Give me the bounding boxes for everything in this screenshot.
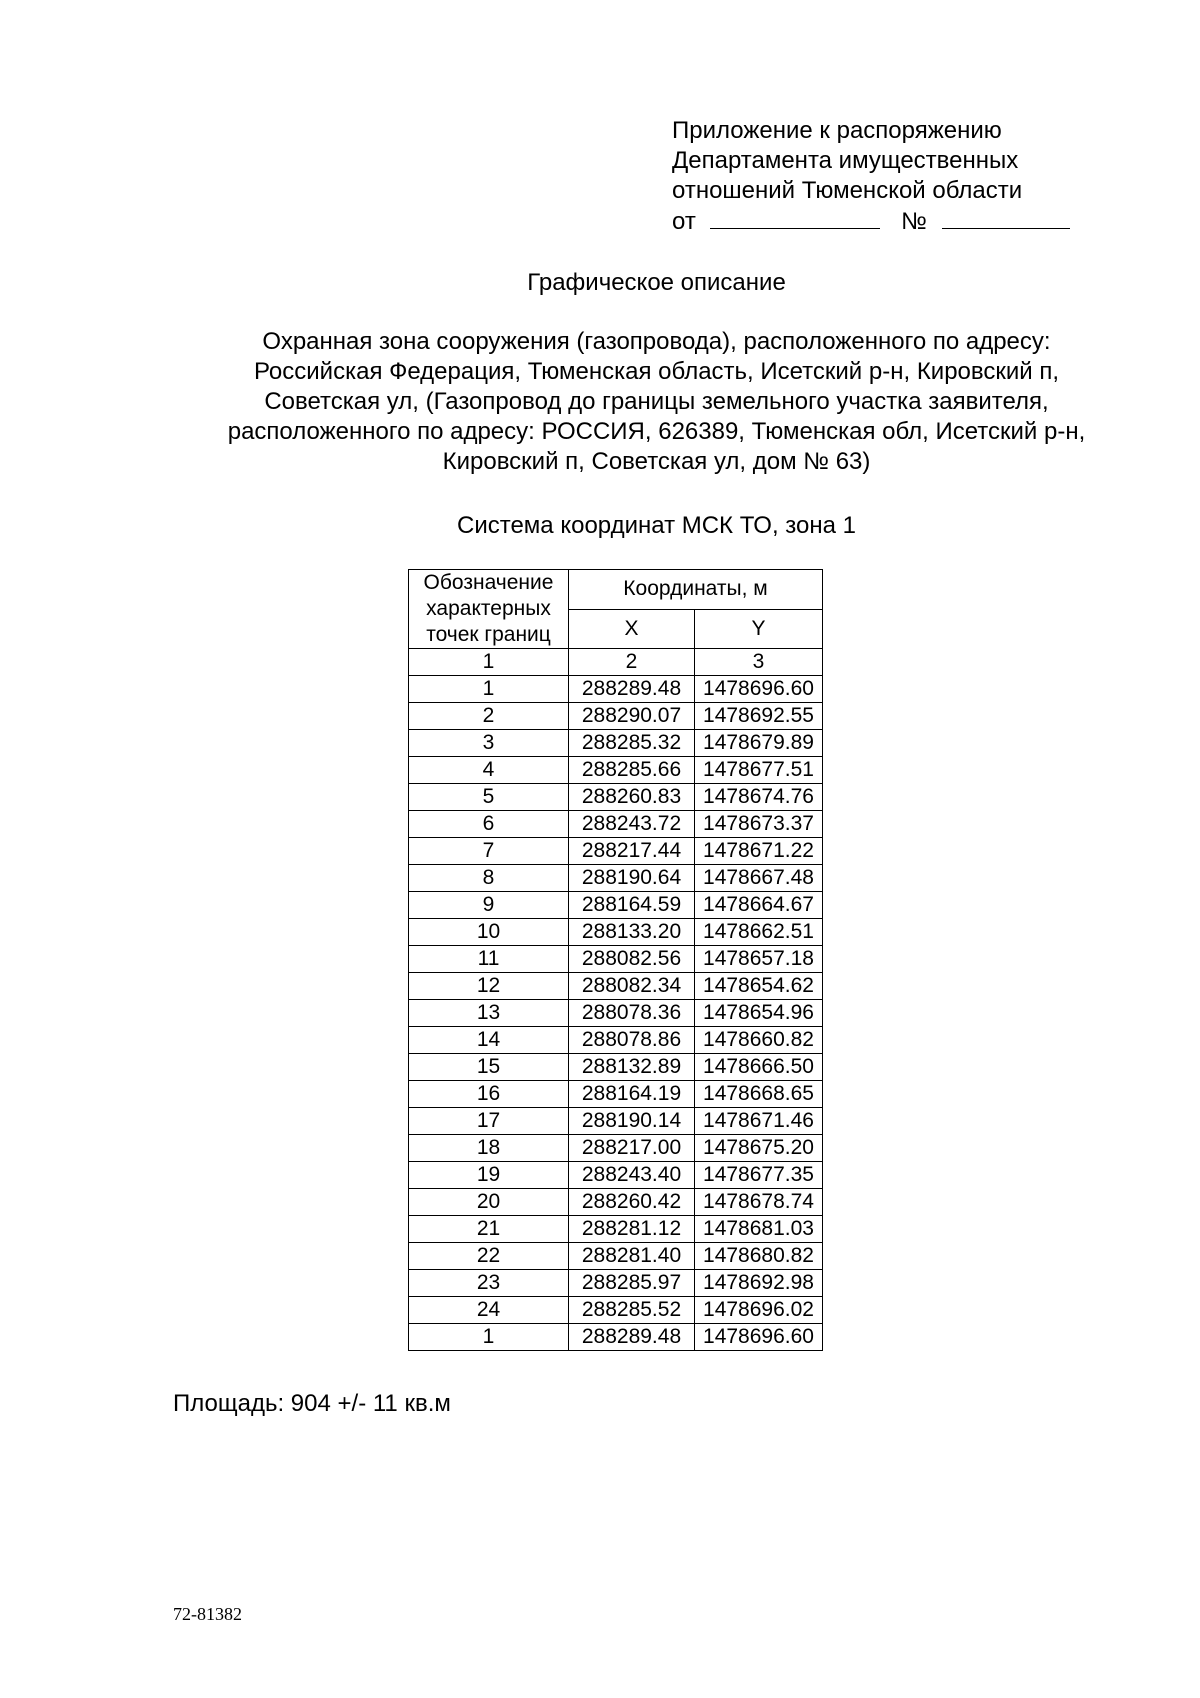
x-cell: 288164.59 (569, 892, 695, 919)
point-number-cell: 14 (409, 1027, 569, 1054)
header-point-line: точек границ (426, 623, 551, 646)
y-cell: 1478673.37 (695, 811, 823, 838)
y-cell: 1478664.67 (695, 892, 823, 919)
point-number-cell: 16 (409, 1081, 569, 1108)
y-cell: 1478660.82 (695, 1027, 823, 1054)
y-cell: 1478696.02 (695, 1297, 823, 1324)
description-line: Охранная зона сооружения (газопровода), расположенного по адресу: (262, 328, 1051, 355)
table-row (409, 892, 823, 919)
header-x: X (569, 609, 695, 649)
table-row (409, 1000, 823, 1027)
y-cell: 1478666.50 (695, 1054, 823, 1081)
y-cell: 1478692.98 (695, 1270, 823, 1297)
attachment-line-1: Приложение к распоряжению (672, 117, 1002, 144)
table-row (409, 865, 823, 892)
document-number: 72-81382 (173, 1604, 242, 1624)
x-cell: 288164.19 (569, 1081, 695, 1108)
date-blank (710, 206, 880, 229)
x-cell: 288082.56 (569, 946, 695, 973)
table-header-row (409, 570, 823, 610)
point-number-cell: 12 (409, 973, 569, 1000)
x-cell: 288190.14 (569, 1108, 695, 1135)
header-point-designation (409, 570, 569, 649)
x-cell: 288289.48 (569, 676, 695, 703)
date-prefix: от (672, 208, 696, 235)
point-number-cell: 3 (409, 730, 569, 757)
y-cell: 1478662.51 (695, 919, 823, 946)
x-cell: 288190.64 (569, 865, 695, 892)
table-row (409, 784, 823, 811)
point-number-cell: 9 (409, 892, 569, 919)
y-cell: 1478696.60 (695, 1324, 823, 1351)
point-number-cell: 10 (409, 919, 569, 946)
table-row (409, 1162, 823, 1189)
table-row (409, 838, 823, 865)
y-cell: 1478657.18 (695, 946, 823, 973)
x-cell: 288285.97 (569, 1270, 695, 1297)
number-blank (942, 206, 1070, 229)
x-cell: 288217.00 (569, 1135, 695, 1162)
description-line: Кировский п, Советская ул, дом № 63) (442, 448, 871, 475)
point-number-cell: 20 (409, 1189, 569, 1216)
point-number-cell: 4 (409, 757, 569, 784)
table-row (409, 919, 823, 946)
x-cell: 288243.72 (569, 811, 695, 838)
table-row (409, 1189, 823, 1216)
y-cell: 1478654.96 (695, 1000, 823, 1027)
x-cell: 288133.20 (569, 919, 695, 946)
point-number-cell: 17 (409, 1108, 569, 1135)
table-row (409, 676, 823, 703)
y-cell: 1478677.35 (695, 1162, 823, 1189)
x-cell: 288078.36 (569, 1000, 695, 1027)
x-cell: 288082.34 (569, 973, 695, 1000)
y-cell: 1478668.65 (695, 1081, 823, 1108)
number-prefix: № (901, 208, 927, 235)
x-cell: 288281.12 (569, 1216, 695, 1243)
header-y: Y (695, 609, 823, 649)
x-cell: 288285.32 (569, 730, 695, 757)
point-number-cell: 7 (409, 838, 569, 865)
point-number-cell: 8 (409, 865, 569, 892)
point-number-cell: 13 (409, 1000, 569, 1027)
table-row (409, 703, 823, 730)
x-cell: 288260.42 (569, 1189, 695, 1216)
column-number: 3 (695, 649, 823, 676)
point-number-cell: 11 (409, 946, 569, 973)
point-number-cell: 1 (409, 676, 569, 703)
table-row (409, 730, 823, 757)
table-row (409, 1027, 823, 1054)
point-number-cell: 19 (409, 1162, 569, 1189)
table-row (409, 811, 823, 838)
table-row (409, 1216, 823, 1243)
column-number-row (409, 649, 823, 676)
description-line: расположенного по адресу: РОССИЯ, 626389, Тюменская обл, Исетский р-н, (227, 418, 1086, 445)
zone-description (0, 327, 1200, 477)
x-cell: 288281.40 (569, 1243, 695, 1270)
y-cell: 1478681.03 (695, 1216, 823, 1243)
header-coordinates: Координаты, м (569, 570, 823, 610)
point-number-cell: 1 (409, 1324, 569, 1351)
x-cell: 288132.89 (569, 1054, 695, 1081)
header-point-line: характерных (426, 597, 551, 620)
y-cell: 1478675.20 (695, 1135, 823, 1162)
point-number-cell: 5 (409, 784, 569, 811)
y-cell: 1478674.76 (695, 784, 823, 811)
x-cell: 288260.83 (569, 784, 695, 811)
document-title: Графическое описание (527, 269, 786, 296)
y-cell: 1478680.82 (695, 1243, 823, 1270)
point-number-cell: 18 (409, 1135, 569, 1162)
y-cell: 1478692.55 (695, 703, 823, 730)
attachment-line-2: Департамента имущественных (672, 147, 1019, 174)
description-line: Советская ул, (Газопровод до границы земельного участка заявителя, (264, 388, 1049, 415)
table-row (409, 946, 823, 973)
coordinates-table (408, 569, 823, 1351)
x-cell: 288285.66 (569, 757, 695, 784)
table-row (409, 1135, 823, 1162)
y-cell: 1478677.51 (695, 757, 823, 784)
x-cell: 288243.40 (569, 1162, 695, 1189)
y-cell: 1478696.60 (695, 676, 823, 703)
x-cell: 288290.07 (569, 703, 695, 730)
table-row (409, 1054, 823, 1081)
point-number-cell: 21 (409, 1216, 569, 1243)
description-line: Российская Федерация, Тюменская область, Исетский р-н, Кировский п, (253, 358, 1060, 385)
y-cell: 1478671.22 (695, 838, 823, 865)
attachment-date-number-line (672, 206, 1070, 236)
attachment-line-3: отношений Тюменской области (672, 177, 1023, 204)
x-cell: 288285.52 (569, 1297, 695, 1324)
point-number-cell: 23 (409, 1270, 569, 1297)
y-cell: 1478671.46 (695, 1108, 823, 1135)
point-number-cell: 6 (409, 811, 569, 838)
table-row (409, 757, 823, 784)
area-text: Площадь: 904 +/- 11 кв.м (173, 1390, 451, 1417)
point-number-cell: 2 (409, 703, 569, 730)
column-number: 1 (409, 649, 569, 676)
y-cell: 1478667.48 (695, 865, 823, 892)
point-number-cell: 22 (409, 1243, 569, 1270)
header-point-line: Обозначение (423, 571, 554, 594)
point-number-cell: 15 (409, 1054, 569, 1081)
y-cell: 1478679.89 (695, 730, 823, 757)
point-number-cell: 24 (409, 1297, 569, 1324)
coordinate-system: Система координат МСК ТО, зона 1 (457, 512, 856, 539)
x-cell: 288078.86 (569, 1027, 695, 1054)
attachment-header (672, 116, 1070, 236)
table-row (409, 1108, 823, 1135)
table-row (409, 1243, 823, 1270)
table-row (409, 1270, 823, 1297)
x-cell: 288289.48 (569, 1324, 695, 1351)
table-row (409, 1297, 823, 1324)
table-row (409, 1081, 823, 1108)
table-row (409, 1324, 823, 1351)
table-row (409, 973, 823, 1000)
y-cell: 1478654.62 (695, 973, 823, 1000)
y-cell: 1478678.74 (695, 1189, 823, 1216)
x-cell: 288217.44 (569, 838, 695, 865)
column-number: 2 (569, 649, 695, 676)
